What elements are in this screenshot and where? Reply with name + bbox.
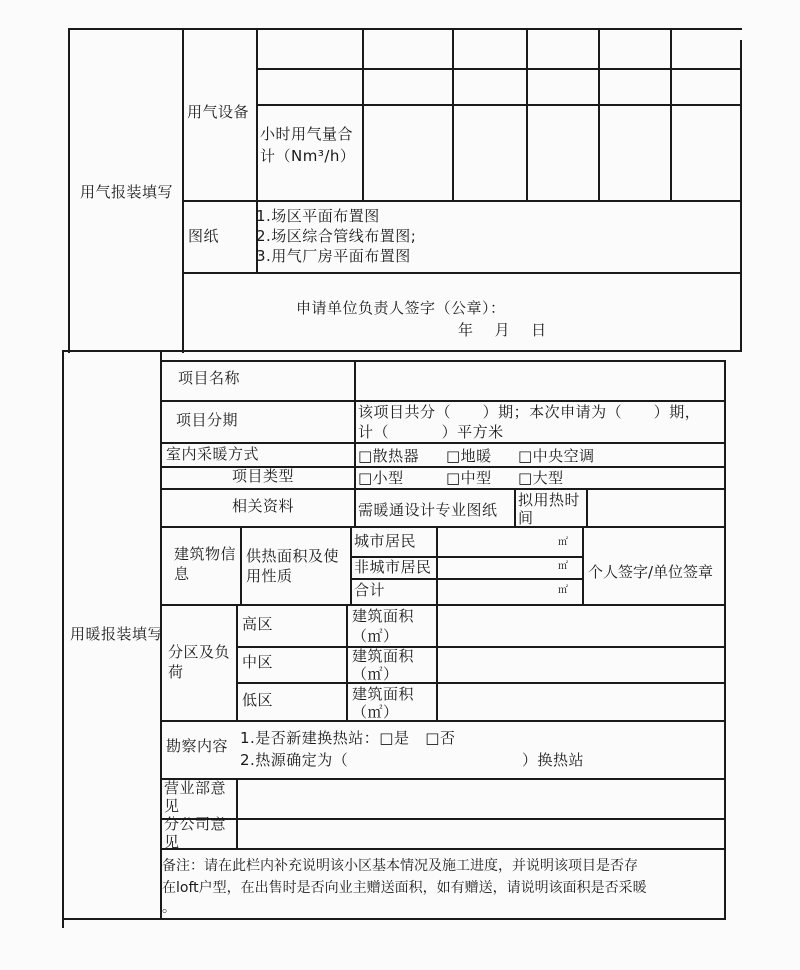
zone-mid-label: 中区 (242, 653, 274, 671)
zone-low-area-label: 建筑面积 (352, 685, 415, 703)
business-dept-opinion-label-2: 见 (164, 797, 180, 815)
total-label: 合计 (354, 581, 386, 599)
branch-opinion-label-2: 见 (164, 833, 180, 851)
option-small[interactable]: □小型 (358, 469, 404, 487)
zone-high-area-label: 建筑面积 (352, 607, 415, 625)
personal-signature-label: 个人签字/单位签章 (588, 563, 714, 581)
zone-low-label: 低区 (242, 691, 274, 709)
zone-mid-area-unit: （㎡） (352, 665, 399, 683)
zone-mid-area-label: 建筑面积 (352, 647, 415, 665)
survey-item-2-suffix: ）换热站 (522, 751, 585, 769)
heating-section-title: 用暖报装填写 (70, 625, 164, 643)
heating-area-usage-label: 供热面积及使 (246, 547, 340, 565)
project-phase-text-2: 计（ ）平方米 (358, 423, 504, 441)
drawings-label: 图纸 (188, 227, 220, 245)
gas-section-title: 用气报装填写 (80, 183, 174, 201)
heating-area-usage-label-2: 用性质 (246, 567, 293, 585)
option-radiator[interactable]: □散热器 (358, 447, 420, 465)
project-type-label: 项目类型 (232, 467, 295, 485)
business-dept-opinion-label: 营业部意 (164, 779, 227, 797)
project-name-label: 项目名称 (178, 369, 241, 387)
remarks-line-2: 在loft户型，在出售时是否向业主赠送面积，如有赠送，请说明该面积是否采暖 (162, 880, 647, 896)
branch-opinion-label: 分公司意 (164, 815, 227, 833)
indoor-heating-label: 室内采暖方式 (166, 445, 260, 463)
option-medium[interactable]: □中型 (446, 469, 492, 487)
survey-label: 勘察内容 (166, 737, 229, 755)
building-info-label: 建筑物信 (174, 545, 237, 563)
related-docs-value: 需暖通设计专业图纸 (358, 501, 498, 519)
applicant-signature-label: 申请单位负责人签字（公章）： (296, 299, 506, 317)
non-urban-residents-label: 非城市居民 (354, 558, 432, 576)
drawing-item-2: 2.场区综合管线布置图; (256, 227, 417, 245)
unit-sqm-2: ㎡ (558, 561, 569, 572)
project-phase-text-1: 该项目共分（ ）期；本次申请为（ ）期， (358, 403, 701, 421)
option-floor-heating[interactable]: □地暖 (446, 447, 492, 465)
zone-low-area-unit: （㎡） (352, 703, 399, 721)
building-info-label-2: 息 (174, 565, 190, 583)
zone-high-area-unit: （㎡） (352, 627, 399, 645)
zones-label: 分区及负 (168, 643, 231, 661)
related-docs-label: 相关资料 (232, 497, 295, 515)
unit-sqm-3: ㎡ (558, 585, 569, 596)
drawing-item-3: 3.用气厂房平面布置图 (256, 247, 411, 265)
zones-label-2: 荷 (168, 663, 184, 681)
option-central-ac[interactable]: □中央空调 (518, 447, 595, 465)
survey-item-2-prefix: 2.热源确定为（ (240, 751, 349, 769)
planned-heating-time-label: 拟用热时 (518, 491, 581, 509)
unit-sqm-1: ㎡ (558, 537, 569, 548)
project-phase-label: 项目分期 (176, 411, 239, 429)
survey-item-1: 1.是否新建换热站：□是 □否 (240, 729, 456, 747)
gas-equipment-label: 用气设备 (187, 103, 250, 121)
urban-residents-label: 城市居民 (354, 532, 417, 550)
drawing-item-1: 1.场区平面布置图 (256, 207, 380, 225)
zone-high-label: 高区 (242, 615, 274, 633)
planned-heating-time-label-2: 间 (518, 509, 534, 527)
signature-date: 年 月 日 (458, 321, 547, 339)
hourly-gas-total-label: 小时用气量合 (260, 125, 354, 143)
hourly-gas-total-unit: 计（Nm³/h） (260, 147, 356, 165)
remarks-line-1: 备注：请在此栏内补充说明该小区基本情况及施工进度，并说明该项目是否存 (162, 858, 638, 874)
option-large[interactable]: □大型 (518, 469, 564, 487)
remarks-line-3: 。 (162, 900, 177, 916)
